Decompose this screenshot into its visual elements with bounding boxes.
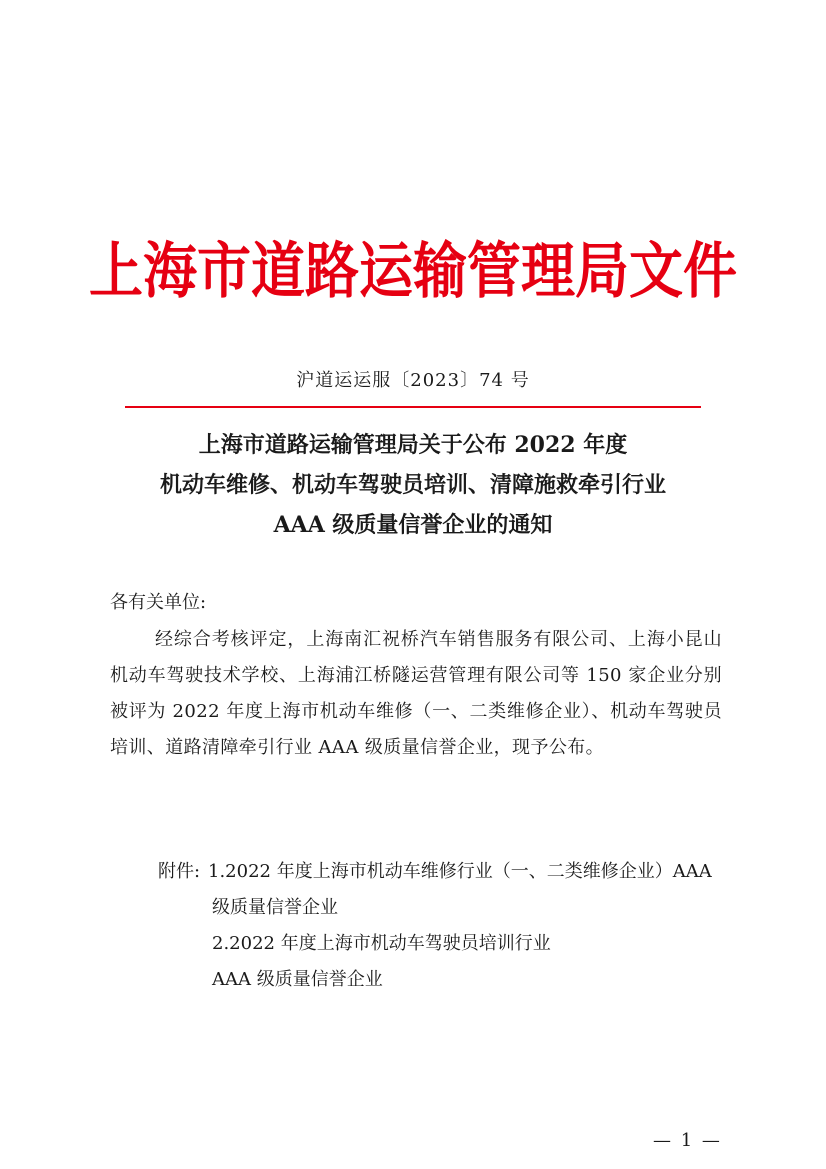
salutation: 各有关单位: bbox=[110, 592, 207, 613]
notice-title-line-1: 上海市道路运输管理局关于公布 2022 年度 bbox=[198, 432, 628, 458]
attachment-item-2: 2.2022 年度上海市机动车驾驶员培训行业 bbox=[212, 933, 551, 954]
notice-title-line-3: AAA 级质量信誉企业的通知 bbox=[273, 512, 553, 538]
attachment-item-2-continued: AAA 级质量信誉企业 bbox=[212, 969, 383, 990]
body-paragraph: 经综合考核评定，上海南汇祝桥汽车销售服务有限公司、上海小昆山机动车驾驶技术学校、上海浦江桥隧运营管理有限公司等 150 家企业分别被评为 2022 年度上海市机动车维修（一、二类维修企业）、机动车驾驶员培训、道路清障牵引行业 AAA 级质量信誉企业，现予公布。 bbox=[110, 629, 722, 758]
attachment-item-1: 1.2022 年度上海市机动车维修行业（一、二类维修企业）AAA 级质量信誉企业 bbox=[208, 861, 712, 918]
attachments-list bbox=[208, 854, 724, 998]
document-number: 沪道运运服〔2023〕74 号 bbox=[296, 370, 530, 391]
page-number: — 1 — bbox=[653, 1130, 722, 1151]
attachments-label: 附件: bbox=[158, 861, 201, 882]
notice-title-line-2: 机动车维修、机动车驾驶员培训、清障施救牵引行业 bbox=[159, 472, 666, 498]
issuer-title: 上海市道路运输管理局文件 bbox=[89, 234, 737, 307]
red-divider-line bbox=[125, 406, 701, 408]
